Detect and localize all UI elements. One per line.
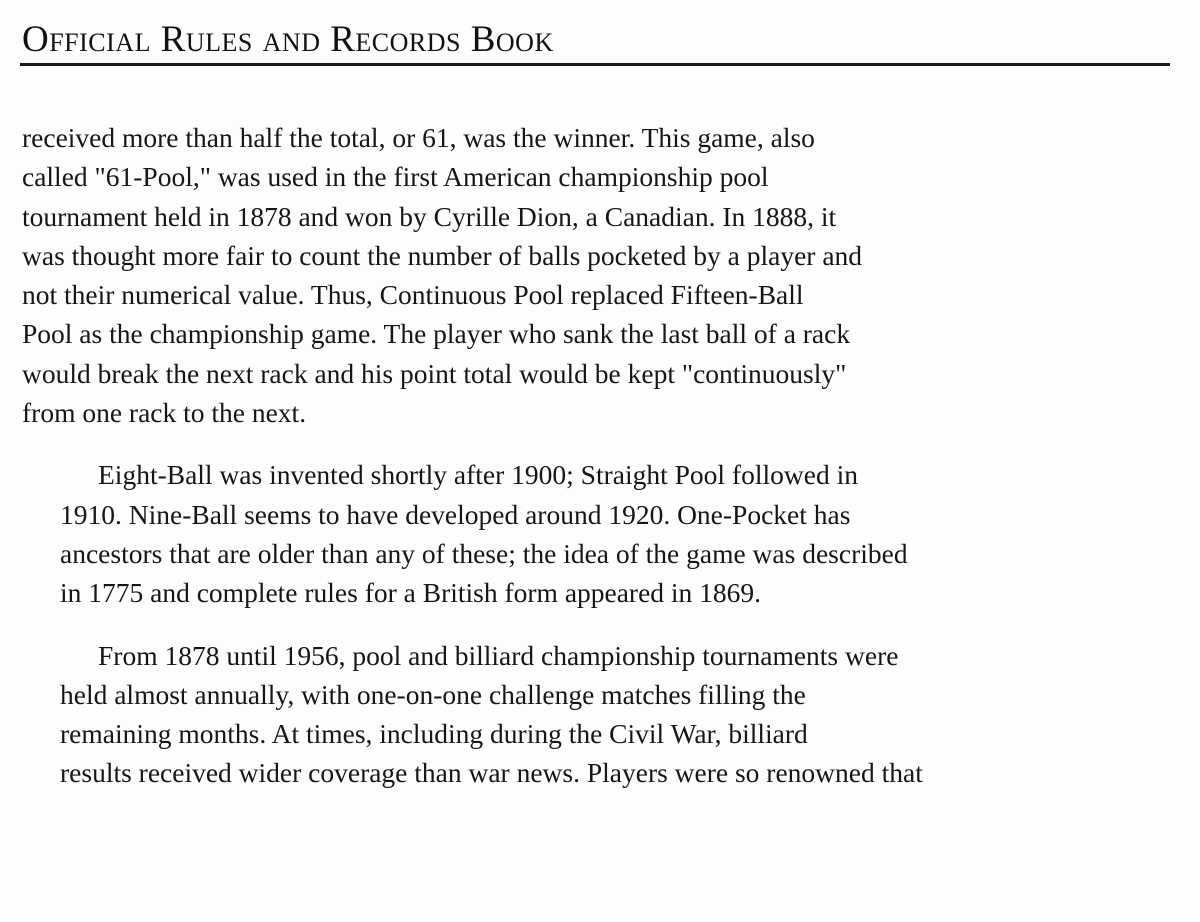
paragraph-1 xyxy=(22,118,1182,432)
header-rule xyxy=(20,63,1170,66)
text-line: 1910. Nine-Ball seems to have developed around 1920. One-Pocket has xyxy=(60,498,851,530)
body-text xyxy=(22,118,1182,793)
text-line: remaining months. At times, including during the Civil War, billiard xyxy=(60,718,808,750)
text-line: called "61-Pool," was used in the first American championship pool xyxy=(22,161,769,193)
running-head: Official Rules and Records Book xyxy=(22,19,554,60)
paragraph-3 xyxy=(22,636,1182,793)
text-line: received more than half the total, or 61, was the winner. This game, also xyxy=(22,122,815,153)
text-line: was thought more fair to count the number of balls pocketed by a player and xyxy=(22,239,863,271)
text-line: in 1775 and complete rules for a British form appeared in 1869. xyxy=(60,577,762,609)
text-line: results received wider coverage than war news. Players were so renowned that xyxy=(60,757,923,789)
text-line: not their numerical value. Thus, Continuous Pool replaced Fifteen-Ball xyxy=(22,279,804,311)
text-line: would break the next rack and his point total would be kept "continuously" xyxy=(22,357,847,389)
paragraph-2 xyxy=(22,455,1182,612)
text-line: held almost annually, with one-on-one challenge matches filling the xyxy=(60,678,806,710)
text-line: tournament held in 1878 and won by Cyrille Dion, a Canadian. In 1888, it xyxy=(22,200,837,232)
text-line: ancestors that are older than any of these; the idea of the game was described xyxy=(60,537,908,569)
text-line: Pool as the championship game. The player who sank the last ball of a rack xyxy=(22,318,851,350)
text-line: from one rack to the next. xyxy=(22,397,307,429)
text-line: Eight-Ball was invented shortly after 1900; Straight Pool followed in xyxy=(98,459,858,491)
text-line: From 1878 until 1956, pool and billiard championship tournaments were xyxy=(98,639,899,671)
